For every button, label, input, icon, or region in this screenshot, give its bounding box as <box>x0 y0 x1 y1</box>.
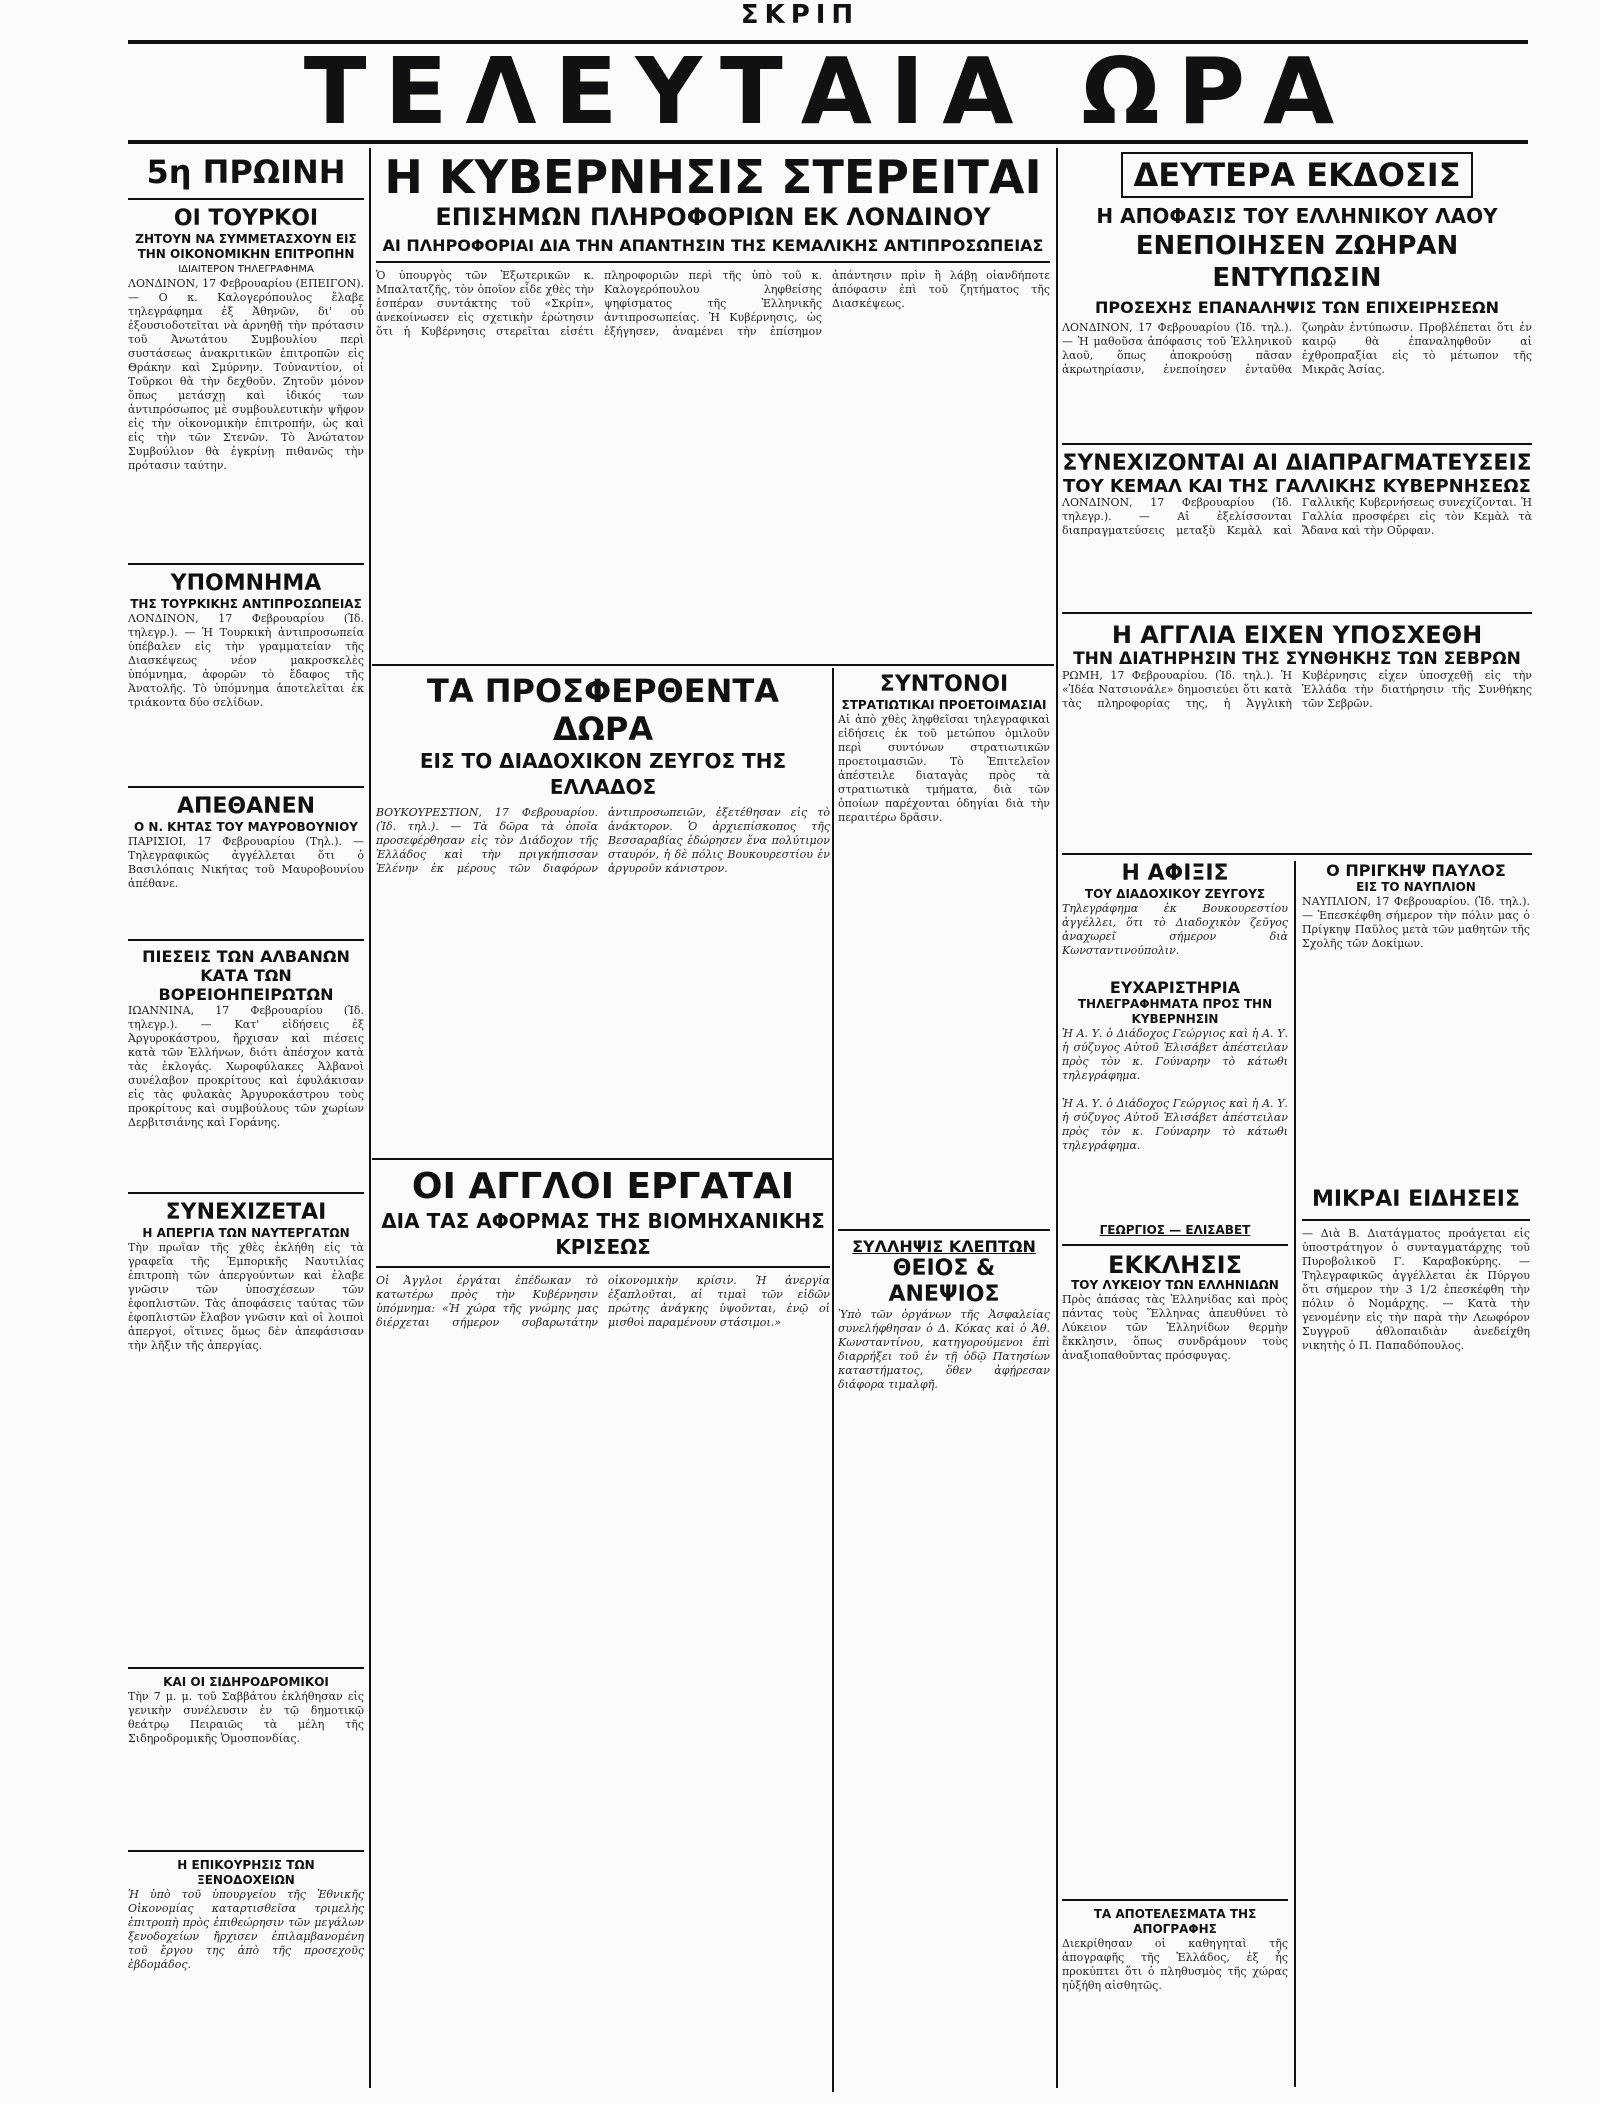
article-orders: Αἱ ἀπὸ χθὲς ληφθεῖσαι τηλεγραφικαὶ εἰδήσεις ἐκ τοῦ μετώπου ὁμιλοῦν περὶ συντόνων στρατιωτικῶν προετοιμασιῶν. Τὸ Ἐπιτελεῖον ἀπέστειλε διαταγὰς πρὸς τὰ στρατιωτικὰ τμήματα, διὰ τῶν ὁποίων παρέχονται ὁδηγίαι διὰ τὴν περαιτέρω δρᾶσιν. <box>838 713 1050 824</box>
subhead-memo: ΤΗΣ ΤΟΥΡΚΙΚΗΣ ΑΝΤΙΠΡΟΣΩΠΕΙΑΣ <box>130 597 362 611</box>
headline-plea: ΕΚΚΛΗΣΙΣ <box>1108 1251 1242 1279</box>
headline-prince: Ο ΠΡΙΓΚΗΨ ΠΑΥΛΟΣ <box>1326 861 1506 880</box>
subhead-prince: ΕΙΣ ΤΟ ΝΑΥΠΛΙΟΝ <box>1356 880 1476 894</box>
signoff-thanks: ΓΕΩΡΓΙΟΣ — ΕΛΙΣΑΒΕΤ <box>1099 1223 1251 1237</box>
article-thanks-cont: Ἡ Α. Υ. ὁ Διάδοχος Γεώργιος καὶ ἡ Α. Υ. ἡ σύζυγος Αὐτοῦ Ἐλισάβετ ἀπέστειλαν πρὸς τὸν κ. Γούναρην τὸ κάτωθι τηλεγράφημα. <box>1062 1097 1288 1152</box>
left-column <box>128 152 364 2072</box>
subhead-orders: ΣΤΡΑΤΙΩΤΙΚΑΙ ΠΡΟΕΤΟΙΜΑΣΙΑΙ <box>841 698 1047 712</box>
article-thieves: Ὑπὸ τῶν ὀργάνων τῆς Ἀσφαλείας συνελήφθησαν ὁ Δ. Κόκας καὶ ὁ Ἀθ. Κωνσταντίνου, κατηγορούμενοι ἐπὶ διαρρήξει τοῦ ἐν τῇ ὁδῷ Πατησίων καταστήματος, ὅθεν ἀφῄρεσαν διάφορα τιμαλφῆ. <box>838 1308 1050 1391</box>
headline-strike: ΣΥΝΕΧΙΖΕΤΑΙ <box>165 1200 327 1225</box>
headline-turks: ΟΙ ΤΟΥΡΚΟΙ <box>173 206 319 231</box>
headline-rail: ΚΑΙ ΟΙ ΣΙΔΗΡΟΔΡΟΜΙΚΟΙ <box>163 1675 329 1689</box>
article-talks: ΛΟΝΔΙΝΟΝ, 17 Φεβρουαρίου (Ἰδ. τηλεγρ.). — Αἱ ἐξελίσσονται διαπραγματεύσεις μεταξὺ Κεμὰλ καὶ Γαλλικῆς Κυβερνήσεως συνεχίζονται. Ἡ Γαλλία προσφέρει εἰς τὸν Κεμὰλ τὰ Ἄδανα καὶ τὴν Οὔρφαν. <box>1062 496 1532 537</box>
subhead-arrival: ΤΟΥ ΔΙΑΔΟΧΙΚΟΥ ΖΕΥΓΟΥΣ <box>1084 887 1266 901</box>
story-briefs <box>1302 1097 1530 2007</box>
subhead-pressure: ΚΑΤΑ ΤΩΝ ΒΟΡΕΙΟΗΠΕΙΡΩΤΩΝ <box>158 966 334 1004</box>
headline-died: ΑΠΕΘΑΝΕΝ <box>176 794 316 819</box>
article-strike: Τὴν πρωΐαν τῆς χθὲς ἐκλήθη εἰς τὰ γραφεῖα τῆς Ἐμπορικῆς Ναυτιλίας ἐπιτροπὴ τῶν ἀπεργούντων καὶ ἐλαβε γνῶσιν τῶν ὑποσχέσεων τῶν ἐφοπλιστῶν. Τὰς ἀποφάσεις ταύτας τῶν ἐφοπλιστῶν ἔλαβον γνῶσιν καὶ οἱ λοιποὶ ἀπεργοί, οἵτινες ὅμως δὲν ἀπεφάσισαν τὴν λῆξιν τῆς ἀπεργίας. <box>128 1241 364 1352</box>
article-memo: ΛΟΝΔΙΝΟΝ, 17 Φεβρουαρίου (Ἰδ. τηλεγρ.). — Ἡ Τουρκικὴ ἀντιπροσωπεία ὑπέβαλεν εἰς τὴν γραμματείαν τῆς Διασκέψεως νέον μακροσκελὲς ὑπόμνημα, ἀφορῶν τὸ ἔδαφος τῆς Ἀνατολῆς. Τὸ ὑπόμνημα ἀποτελεῖται ἐκ τριάκοντα δύο σελίδων. <box>128 612 364 709</box>
subhead-strike: Η ΑΠΕΡΓΙΑ ΤΩΝ ΝΑΥΤΕΡΓΑΤΩΝ <box>142 1226 350 1240</box>
headline-memo: ΥΠΟΜΝΗΜΑ <box>170 571 322 596</box>
subhead-died: Ο Ν. ΚΗΤΑΣ ΤΟΥ ΜΑΥΡΟΒΟΥΝΙΟΥ <box>134 820 358 834</box>
column-rule <box>832 668 834 2092</box>
article-gifts: ΒΟΥΚΟΥΡΕΣΤΙΟΝ, 17 Φεβρουαρίου. (Ἰδ. τηλ.). — Τὰ δῶρα τὰ ὁποῖα προσεφέρθησαν εἰς τὸν Διάδοχον τῆς Ἑλλάδος καὶ τὴν πριγκήπισσαν Ἑλένην ἐκ μέρους τῶν διαφόρων ἀντιπροσωπειῶν, ἐξετέθησαν εἰς τὸ ἀνάκτορον. Ὁ ἀρχιεπίσκοπος τῆς Βεσσαραβίας ἐδώρησεν ἕνα πολύτιμον σταυρόν, ἡ δὲ πόλις Βουκουρεστίου ἐν ἀργυροῦν κάνιστρον. <box>376 806 830 875</box>
deck-decision: ΠΡΟΣΕΧΗΣ ΕΠΑΝΑΛΗΨΙΣ ΤΩΝ ΕΠΙΧΕΙΡΗΣΕΩΝ <box>1094 298 1500 317</box>
masthead <box>128 40 1528 144</box>
subhead-thanks: ΤΗΛΕΓΡΑΦΗΜΑΤΑ ΠΡΟΣ ΤΗΝ ΚΥΒΕΡΝΗΣΙΝ <box>1077 997 1273 1026</box>
headline-government: Η ΚΥΒΕΡΝΗΣΙΣ ΣΤΕΡΕΙΤΑΙ <box>384 152 1042 204</box>
subhead-workers: ΔΙΑ ΤΑΣ ΑΦΟΡΜΑΣ ΤΗΣ ΒΙΟΜΗΧΑΝΙΚΗΣ ΚΡΙΣΕΩΣ <box>381 1209 825 1259</box>
story-government <box>376 152 1050 660</box>
article-turks: ΛΟΝΔΙΝΟΝ, 17 Φεβρουαρίου (ΕΠΕΙΓΟΝ). — Ο κ. Καλογερόπουλος ἔλαβε τηλεγράφημα ἐξ Ἀθηνῶν, δι' οὗ ἐξουσιοδοτεῖται νὰ ἀρνηθῇ τὴν πρότασιν τοῦ Ἀνωτάτου Συμβουλίου περὶ συστάσεως ἀνακριτικῶν ἐπιτροπῶν εἰς Θράκην καὶ Σμύρνην. Τοὐναντίον, οἱ Τοῦρκοι θὰ τὴν δεχθοῦν. Ζητοῦν μόνον ὅπως μετάσχῃ καὶ ἰδικός των ἀντιπρόσωπος μὲ συμβουλευτικὴν ψῆφον εἰς τὴν οἰκονομικὴν ἐπιτροπήν, ὡς καὶ εἰς τὴν τῶν Στενῶν. Τὸ Ἀνώτατον Συμβούλιον θὰ ἐγκρίνῃ πιθανῶς τὴν πρότασιν ταύτην. <box>128 277 364 472</box>
deck-government: ΑΙ ΠΛΗΡΟΦΟΡΙΑΙ ΔΙΑ ΤΗΝ ΑΠΑΝΤΗΣΙΝ ΤΗΣ ΚΕΜΑΛΙΚΗΣ ΑΝΤΙΠΡΟΣΩΠΕΙΑΣ <box>382 236 1044 255</box>
article-hotels: Ἡ ὑπὸ τοῦ ὑπουργείου τῆς Ἐθνικῆς Οἰκονομίας καταρτισθεῖσα τριμελὴς ἐπιτροπὴ πρὸς ἐπιθεώρησιν τῶν μεγάλων ξενοδοχείων ἤρχισεν ἐπιλαμβανομένη τοῦ ἔργου της ἀπὸ τῆς προσεχοῦς ἑβδομάδος. <box>128 1888 364 1971</box>
headline-england: Η ΑΓΓΛΙΑ ΕΙΧΕΝ ΥΠΟΣΧΕΘΗ <box>1111 621 1483 649</box>
arrival-prince-row <box>1062 861 1532 1097</box>
running-head: ΣΚΡΙΠ <box>740 0 860 30</box>
headline-decision: Η ΑΠΟΦΑΣΙΣ ΤΟΥ ΕΛΛΗΝΙΚΟΥ ΛΑΟΥ <box>1096 204 1498 228</box>
article-government: Ὁ ὑπουργὸς τῶν Ἐξωτερικῶν κ. Μπαλτατζῆς, τὸν ὁποῖον εἶδε χθὲς τὴν ἑσπέραν συντάκτης τοῦ «Σκρίπ», ἀνεκοίνωσεν εἰς σχετικὴν ἐρώτησιν ὅτι ἡ Κυβέρνησις στερεῖται εἰσέτι πληροφοριῶν περὶ τῆς ὑπὸ τοῦ κ. Καλογερόπουλου ληφθείσης ψηφίσματος τῆς Ἑλληνικῆς ἀντιπροσωπείας. Ἡ Κυβέρνησις, ὡς ἐξήγησεν, ἀναμένει τὴν ἐπίσημον ἀπάντησιν πρὶν ἢ λάβῃ οἱανδήποτε ἀπόφασιν ἐπὶ τοῦ ζητήματος τῆς Διασκέψεως. <box>376 269 1050 338</box>
article-workers: Οἱ Ἀγγλοι ἐργάται ἐπέδωκαν τὸ κατωτέρω πρὸς τὴν Κυβέρνησιν ὑπόμνημα: «Ἡ χώρα τῆς γνώμης μας διέρχεται σήμερον σοβαρωτάτην οἰκονομικὴν κρίσιν. Ἡ ἀνεργία ἐξαπλοῦται, αἱ τιμαὶ τῶν εἰδῶν πρώτης ἀνάγκης ὑψοῦνται, ἐνῷ οἱ μισθοὶ παραμένουν στάσιμοι.» <box>376 1274 830 1329</box>
article-briefs: — Διὰ Β. Διατάγματος προάγεται εἰς ὑποστράτηγον ὁ συνταγματάρχης τοῦ Πυροβολικοῦ Γ. Καραβοκύρης. — Τηλεγραφικῶς ἀγγέλλεται ἐκ Πύργου ὅτι σήμερον τὴν 3 1/2 ἐπεσκέφθη τὴν πόλιν ὁ Νομάρχης. — Κατὰ τὴν γενομένην εἰς τὴν παρὰ τὴν Λεωφόρον Συγγροῦ ἀθλοπαιδιὰν ἀνεδείχθη νικητὴς ὁ Π. Παπαδόπουλος. <box>1302 1227 1530 1352</box>
right-column <box>1062 152 1532 2088</box>
subhead-thieves: ΘΕΙΟΣ & ΑΝΕΨΙΟΣ <box>888 1256 1000 1307</box>
article-decision: ΛΟΝΔΙΝΟΝ, 17 Φεβρουαρίου (Ἰδ. τηλ.). — Ἡ μαθοῦσα ἀπόφασις τοῦ Ἑλληνικοῦ λαοῦ, ὅπως ἀποκρούσῃ πᾶσαν ἀκρωτηρίασιν, ἐνεποίησεν ἐνταῦθα ζωηρὰν ἐντύπωσιν. Προβλέπεται ὅτι ἐν καιρῷ θὰ ἐπαναληφθοῦν αἱ ἐχθροπραξίαι εἰς τὸ μέτωπον τῆς Μικρᾶς Ἀσίας. <box>1062 321 1532 376</box>
subhead-gifts: ΕΙΣ ΤΟ ΔΙΑΔΟΧΙΚΟΝ ΖΕΥΓΟΣ ΤΗΣ ΕΛΛΑΔΟΣ <box>419 749 787 799</box>
headline-pressure: ΠΙΕΣΕΙΣ ΤΩΝ ΑΛΒΑΝΩΝ <box>142 947 350 966</box>
section-rule <box>372 1158 834 1160</box>
edition-label: 5η ΠΡΩΙΝΗ <box>146 153 346 191</box>
subhead-plea: ΤΟΥ ΛΥΚΕΙΟΥ ΤΩΝ ΕΛΛΗΝΙΔΩΝ <box>1071 1278 1279 1292</box>
article-prince: ΝΑΥΠΛΙΟΝ, 17 Φεβρουαρίου. (Ἰδ. τηλ.). — Ἐπεσκέφθη σήμερον τὴν πόλιν μας ὁ Πρίγκηψ Παῦλος μετὰ τῶν μαθητῶν τῆς Σχολῆς τῶν Δοκίμων. <box>1302 895 1530 950</box>
article-england: ΡΩΜΗ, 17 Φεβρουαρίου. (Ἰδ. τηλ.). Ἡ «Ἰδέα Νατσιονάλε» δημοσιεύει ὅτι κατὰ τὰς πληροφορίας της, ἡ Ἀγγλικὴ Κυβέρνησις εἶχεν ὑποσχεθῇ εἰς τὴν Ἑλλάδα τὴν διατήρησιν τῆς Συνθήκης τῶν Σεβρῶν. <box>1062 669 1532 710</box>
headline-thieves: ΣΥΛΛΗΨΙΣ ΚΛΕΠΤΩΝ <box>852 1237 1036 1256</box>
article-died: ΠΑΡΙΣΙΟΙ, 17 Φεβρουαρίου (Τηλ.). — Τηλεγραφικῶς ἀγγέλλεται ὅτι ὁ Βασιλόπαις Νικήτας τοῦ Μαυροβουνίου ἀπέθανε. <box>128 835 364 890</box>
article-plea: Πρὸς ἁπάσας τὰς Ἑλληνίδας καὶ πρὸς πάντας τοὺς Ἕλληνας ἀπευθύνει τὸ Λύκειον τῶν Ἑλληνίδων θερμὴν ἔκκλησιν, ὅπως συνδράμουν τοὺς ἀναξιοπαθοῦντας πρόσφυγας. <box>1062 1293 1288 1362</box>
headline-hotels: Η ΕΠΙΚΟΥΡΗΣΙΣ ΤΩΝ ΞΕΝΟΔΟΧΕΙΩΝ <box>177 1858 315 1887</box>
column-rule <box>1056 148 1058 2088</box>
headline-thanks: ΕΥΧΑΡΙΣΤΗΡΙΑ <box>1109 978 1241 997</box>
headline-orders: ΣΥΝΤΟΝΟΙ <box>879 672 1009 697</box>
story-prince <box>1302 861 1530 1065</box>
subhead-government: ΕΠΙΣΗΜΩΝ ΠΛΗΡΟΦΟΡΙΩΝ ΕΚ ΛΟΝΔΙΝΟΥ <box>435 203 991 231</box>
story-plea <box>1062 1097 1288 1993</box>
middle-column <box>838 672 1050 2086</box>
story-workers <box>376 1166 830 2086</box>
subhead-england: ΤΗΝ ΔΙΑΤΗΡΗΣΙΝ ΤΗΣ ΣΥΝΘΗΚΗΣ ΤΩΝ ΣΕΒΡΩΝ <box>1073 649 1521 669</box>
headline-briefs: ΜΙΚΡΑΙ ΕΙΔΗΣΕΙΣ <box>1311 1187 1521 1212</box>
subhead-talks: ΤΟΥ ΚΕΜΑΛ ΚΑΙ ΤΗΣ ΓΑΛΛΙΚΗΣ ΚΥΒΕΡΝΗΣΕΩΣ <box>1063 476 1531 497</box>
kicker-turks: ΙΔΙΑΙΤΕΡΟΝ ΤΗΛΕΓΡΑΦΗΜΑ <box>178 264 314 275</box>
headline-census: ΤΑ ΑΠΟΤΕΛΕΣΜΑΤΑ ΤΗΣ ΑΠΟΓΡΑΦΗΣ <box>1093 1907 1257 1936</box>
article-thanks: Ἡ Α. Υ. ὁ Διάδοχος Γεώργιος καὶ ἡ Α. Υ. ἡ σύζυγος Αὐτοῦ Ἐλισάβετ ἀπέστειλαν πρὸς τὸν κ. Γούναρην τὸ κάτωθι τηλεγράφημα. <box>1062 1027 1288 1082</box>
subhead-turks: ΖΗΤΟΥΝ ΝΑ ΣΥΜΜΕΤΑΣΧΟΥΝ ΕΙΣ ΤΗΝ ΟΙΚΟΝΟΜΙΚΗΝ ΕΠΙΤΡΟΠΗΝ <box>135 232 357 261</box>
lower-right-row <box>1062 1097 1532 2088</box>
article-census: Διεκρίθησαν οἱ καθηγηταὶ τῆς ἀπογραφῆς τῆς Ἑλλάδος, ἐξ ἧς προκύπτει ὅτι ὁ πληθυσμὸς τῆς χώρας ηὐξήθη αἰσθητῶς. <box>1062 1937 1288 1992</box>
article-rail: Τὴν 7 μ. μ. τοῦ Σαββάτου ἐκλήθησαν εἰς γενικὴν συνέλευσιν ἐν τῷ δημοτικῷ θεάτρῳ Πειραιῶς τὰ μέλη τῆς Σιδηροδρομικῆς Ὁμοσπονδίας. <box>128 1690 364 1745</box>
column-rule <box>369 148 371 2088</box>
masthead-title: ΤΕΛΕΥΤΑΙΑ ΩΡΑ <box>303 38 1353 145</box>
article-arrival: Τηλεγράφημα ἐκ Βουκουρεστίου ἀγγέλλει, ὅτι τὸ Διαδοχικὸν ζεῦγος ἀναχωρεῖ σήμερον διὰ Κωνσταντινούπολιν. <box>1062 902 1288 957</box>
headline-arrival: Η ΑΦΙΞΙΣ <box>1121 861 1229 886</box>
section-rule <box>372 664 1054 666</box>
edition-label-second: ΔΕΥΤΕΡΑ ΕΚΔΟΣΙΣ <box>1121 152 1472 198</box>
story-arrival <box>1062 861 1288 1083</box>
article-pressure: ΙΩΑΝΝΙΝΑ, 17 Φεβρουαρίου (Ἰδ. τηλεγρ.). — Κατ' εἰδήσεις ἐξ Ἀργυροκάστρου, ἤρχισαν καὶ πιέσεις κατὰ τῶν Ἑλλήνων, διότι ἀπέσχον κατὰ τὰς ἐκλογάς. Χωροφύλακες Ἀλβανοὶ συνέλαβον προκρίτους καὶ ἐφυλάκισαν εἰς τὰς φυλακὰς Ἀργυροκάστρου τοὺς προκρίτους καὶ συμβούλους τῶν χωρίων Δερβιτσιάνης καὶ Γοράνης. <box>128 1004 364 1129</box>
story-gifts <box>376 672 830 1156</box>
headline-workers: ΟΙ ΑΓΓΛΟΙ ΕΡΓΑΤΑΙ <box>411 1166 795 1207</box>
subhead-decision: ΕΝΕΠΟΙΗΣΕΝ ΖΩΗΡΑΝ ΕΝΤΥΠΩΣΙΝ <box>1135 231 1459 293</box>
headline-gifts: ΤΑ ΠΡΟΣΦΕΡΘΕΝΤΑ ΔΩΡΑ <box>427 672 779 748</box>
headline-talks: ΣΥΝΕΧΙΖΟΝΤΑΙ ΑΙ ΔΙΑΠΡΑΓΜΑΤΕΥΣΕΙΣ <box>1062 451 1532 476</box>
